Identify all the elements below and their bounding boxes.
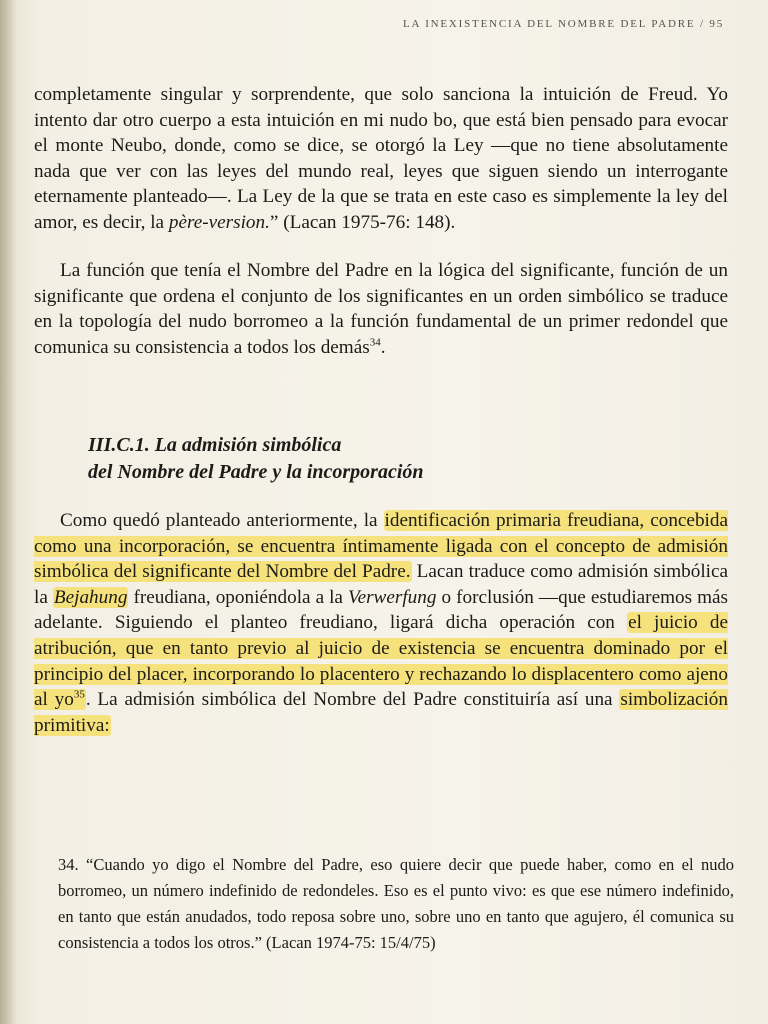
footnote-34: 34. “Cuando yo digo el Nombre del Padre, eso quiere decir que puede haber, como en el nudo borromeo, un número indefinido de redondeles. Eso es el punto vivo: es que ese número indefinido, en tanto que están anudados, todo reposa sobre uno, sobre uno en tanto que agujero, él comunica su consistencia a todos los otros.” (Lacan 1974-75: 15/4/75) [58, 855, 734, 952]
spine-shadow [0, 0, 16, 1024]
quote-continuation [34, 82, 728, 236]
italic-verwerfung: Verwerfung [347, 586, 437, 608]
highlight-bejahung: Bejahung [53, 586, 128, 608]
paragraph-2: Como quedó planteado anteriormente, la identificación primaria freudiana, concebida como una incorporación, se encuentra íntimamente ligada con el concepto de admisión simbólica del significante del Nombre del Padre. Lacan traduce como admisión simbólica la Bejahung freudiana, oponiéndola a la Verwerfung o forclusión —que estudiaremos más adelante. Siguiendo el planteo freudiano, ligará dicha operación con el juicio de atribución, que en tanto previo al juicio de existencia se encuentra dominado por el principio del placer, incorporando lo placentero y rechazando lo displacentero como ajeno al $yo^{35}$. La admisión simbólica del Nombre del Padre constituiría así una simbolización primitiva: [34, 510, 729, 736]
paragraph-1-text: La función que tenía el Nombre del Padre en la lógica del significante, función de un significante que ordena el conjunto de los significantes en un orden simbólico se traduce en la topología del nudo borromeo a la función fundamental de un primer redondel que comunica su consistencia a todos los demás [34, 260, 728, 358]
quote-text: completamente singular y sorprendente, que solo sanciona la intuición de Freud. Yo intento dar otro cuerpo a esta intuición en mi nudo bo, que está bien pensado para evocar el monte Neubo, donde, como se dice, se otorgó la Ley —que no tiene absolutamente nada que ver con las leyes del mundo real, leyes que siguen siendo un interrogante eternamente planteado—. La Ley de la que se trata en este caso es simplemente la ley del amor, es decir, la [34, 84, 728, 233]
quote-citation: ” (Lacan 1975-76: 148). [269, 211, 456, 233]
section-heading-line-1: III.C.1. La admisión simbólica [88, 434, 342, 456]
quote-italic-term: père-version. [168, 211, 270, 233]
paragraph-1: La función que tenía el Nombre del Padre en la lógica del significante, función de un significante que ordena el conjunto de los significantes en un orden simbólico se traduce en la topología del nudo borromeo a la función fundamental de un primer redondel que comunica su consistencia a todos los demás$^{34}$. [34, 260, 728, 358]
highlight-juicio: el juicio de atribución, que en tanto previo al juicio de existencia se encuentra dominado por el principio del placer, incorporando lo placentero y rechazando lo displacentero como ajeno al $yo^{35}$ [34, 612, 729, 711]
footnote-ref-35[interactable]: 35 [73, 688, 85, 701]
running-head: LA INEXISTENCIA DEL NOMBRE DEL PADRE / 95 [403, 18, 724, 30]
section-heading [88, 432, 424, 486]
highlight-identificacion: identificación primaria freudiana, concebida como una incorporación, se encuentra íntimamente ligada con el concepto de admisión simbólica del significante del Nombre del Padre. [34, 510, 728, 583]
highlight-simbolizacion: simbolización primitiva: [34, 689, 728, 736]
section-heading-line-2: del Nombre del Padre y la incorporación [88, 461, 424, 483]
footnote-ref-34[interactable]: 34 [369, 336, 381, 349]
